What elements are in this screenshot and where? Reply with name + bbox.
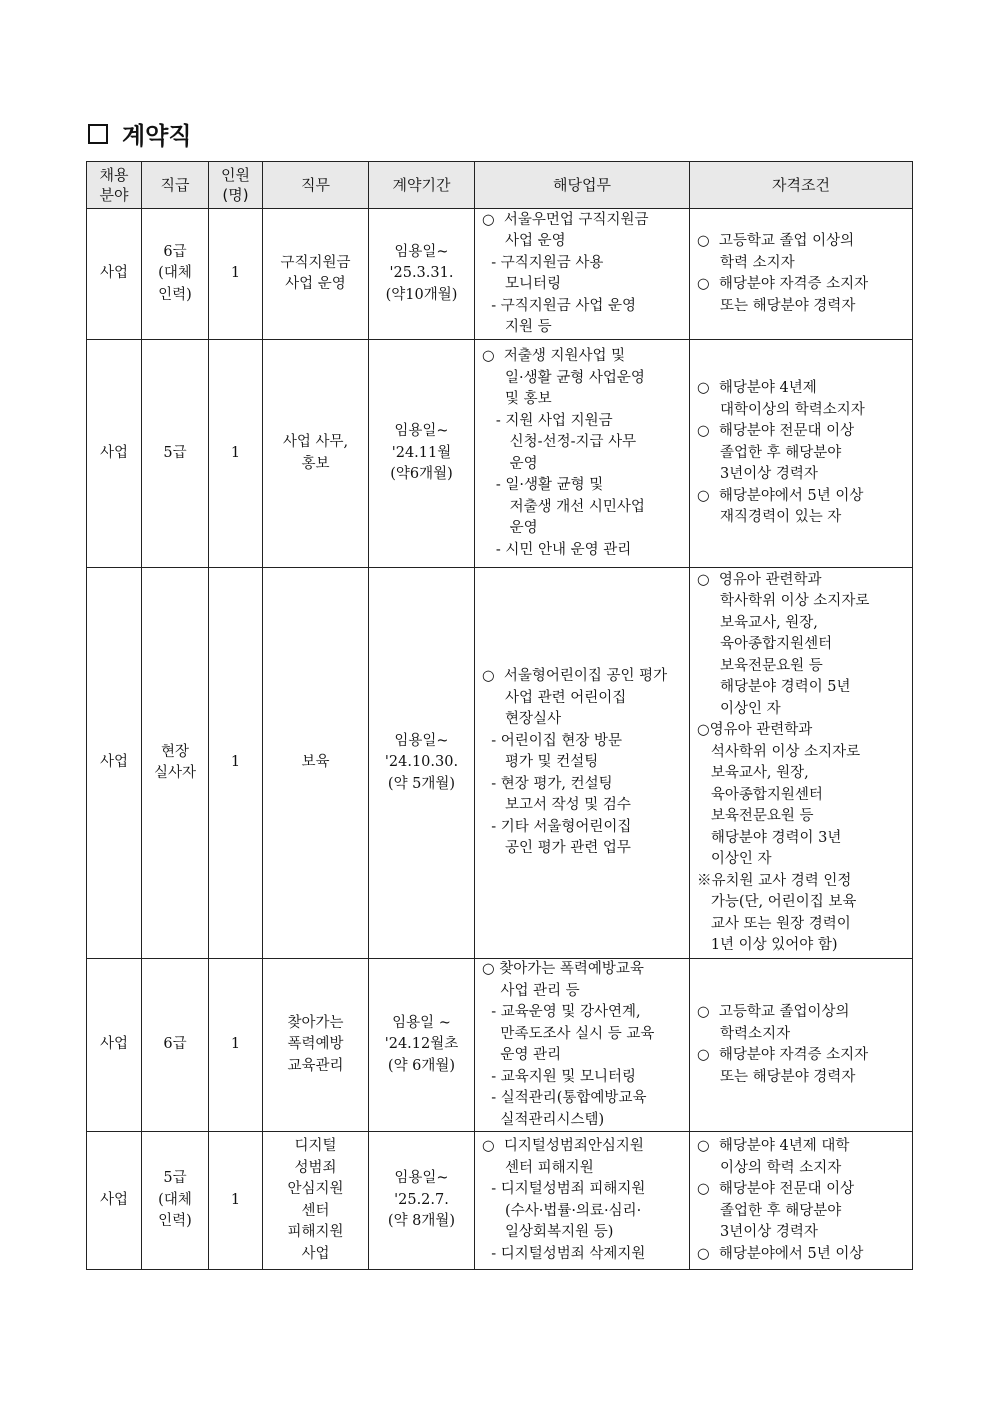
cell-field xyxy=(87,1132,142,1270)
cell-line: '24.10.30. xyxy=(384,754,459,771)
cell-line: 인원 xyxy=(221,166,250,184)
cell-qualifications xyxy=(690,340,913,568)
cell-line: 사업 사무, xyxy=(282,434,349,450)
cell-line: 1년 이상 있어야 함) xyxy=(697,937,838,953)
cell-line: 보고서 작성 및 검수 xyxy=(482,797,631,814)
cell-line: 임용일 ~ xyxy=(392,1014,451,1031)
cell-line: 사업 xyxy=(301,1245,330,1262)
cell-line: 지원 등 xyxy=(482,319,552,335)
cell-duties xyxy=(475,568,690,959)
cell-line: 이상인 자 xyxy=(697,700,781,717)
cell-line: 또는 해당분야 경력자 xyxy=(697,297,856,314)
cell-line: 6급 xyxy=(163,243,187,260)
cell-line: - 구직지원금 사용 xyxy=(482,254,604,271)
cell-count xyxy=(209,209,263,340)
cell-line: ○ 서울형어린이집 공인 평가 xyxy=(482,668,668,685)
cell-line: 교육관리 xyxy=(287,1057,344,1074)
cell-line: (약 8개월) xyxy=(387,1213,456,1230)
header-field xyxy=(87,162,142,209)
cell-period xyxy=(369,1132,475,1270)
cell-grade xyxy=(142,1132,209,1270)
cell-duties xyxy=(475,959,690,1132)
cell-line: 임용일~ xyxy=(394,732,449,749)
contract-positions-table xyxy=(86,161,913,1270)
table-row xyxy=(87,1132,913,1270)
cell-line: 임용일~ xyxy=(394,423,449,440)
cell-period xyxy=(369,340,475,568)
cell-line: (수사·법률·의료·심리· xyxy=(482,1202,642,1219)
cell-qualifications xyxy=(690,959,913,1132)
cell-job xyxy=(263,209,369,340)
cell-line: 보육 xyxy=(301,754,330,771)
cell-line: 사업 xyxy=(99,1191,128,1208)
cell-line: 운영 관리 xyxy=(482,1047,562,1063)
section-title: 계약직 xyxy=(122,122,192,150)
cell-line: ○영유아 관련학과 xyxy=(697,722,813,738)
cell-line: ○ 디지털성범죄안심지원 xyxy=(482,1138,644,1154)
cell-line: (대체 xyxy=(158,1191,192,1208)
cell-job xyxy=(263,340,369,568)
cell-line: 채용 xyxy=(99,166,129,184)
cell-line: 1 xyxy=(230,265,241,282)
cell-period xyxy=(369,959,475,1132)
cell-line: 인력) xyxy=(158,286,192,303)
cell-line: 사업 xyxy=(99,1036,128,1053)
cell-line: 육아종합지원센터 xyxy=(697,786,823,803)
cell-line: 보육교사, 원장, xyxy=(697,614,818,631)
cell-line: (약6개월) xyxy=(390,466,453,483)
cell-line: 현장 xyxy=(160,743,189,760)
header-count xyxy=(209,162,263,209)
cell-line: 1 xyxy=(230,1191,241,1208)
cell-line: 분야 xyxy=(99,186,129,204)
cell-line: (대체 xyxy=(158,265,192,282)
cell-line: ○ 찾아가는 폭력예방교육 xyxy=(482,961,644,977)
table-header-row xyxy=(87,162,913,209)
cell-line: 이상의 학력 소지자 xyxy=(697,1159,842,1176)
cell-line: 1 xyxy=(230,754,241,771)
cell-line: 3년이상 경력자 xyxy=(697,1224,818,1240)
cell-line: 해당분야 경력이 5년 xyxy=(697,679,851,695)
cell-grade xyxy=(142,568,209,959)
checkbox-square-icon xyxy=(88,124,108,144)
cell-line: 인력) xyxy=(158,1213,192,1230)
cell-line: 평가 및 컨설팅 xyxy=(482,754,599,771)
cell-line: - 실적관리(통합예방교육 xyxy=(482,1090,647,1106)
cell-line: 학사학위 이상 소지자로 xyxy=(697,593,870,609)
cell-line: 현장실사 xyxy=(482,711,562,728)
cell-line: 6급 xyxy=(163,1036,187,1053)
cell-count xyxy=(209,1132,263,1270)
cell-line: 사업 xyxy=(99,444,128,461)
cell-line: 보육전문요원 등 xyxy=(697,657,823,674)
cell-line: ○ 고등학교 졸업 이상의 xyxy=(697,233,855,249)
cell-line: 디지털 xyxy=(294,1138,337,1154)
cell-line: 자격조건 xyxy=(772,176,830,194)
cell-line: ※유치원 교사 경력 인정 xyxy=(697,872,852,889)
cell-line: '24.11월 xyxy=(391,444,452,461)
cell-line: 실적관리시스템) xyxy=(482,1111,605,1128)
cell-line: 피해지원 xyxy=(287,1224,344,1240)
cell-line: 모니터링 xyxy=(482,276,562,292)
cell-line: - 지원 사업 지원금 xyxy=(482,412,613,429)
cell-line: 임용일~ xyxy=(394,1170,449,1187)
cell-line: ○ 해당분야 자격증 소지자 xyxy=(697,1047,869,1063)
cell-line: 사업 관리 등 xyxy=(482,982,580,999)
cell-line: 및 홍보 xyxy=(482,391,552,407)
cell-line: 1 xyxy=(230,444,241,461)
cell-field xyxy=(87,568,142,959)
cell-line: 5급 xyxy=(163,1170,187,1187)
cell-line: ○ 해당분야 전문대 이상 xyxy=(697,423,855,440)
cell-qualifications xyxy=(690,209,913,340)
cell-line: - 일·생활 균형 및 xyxy=(482,477,604,493)
cell-line: ○ 해당분야 4년제 xyxy=(697,380,817,397)
table-row xyxy=(87,340,913,568)
cell-line: ○ 해당분야에서 5년 이상 xyxy=(697,487,864,504)
table-row xyxy=(87,959,913,1132)
cell-line: 또는 해당분야 경력자 xyxy=(697,1068,856,1085)
cell-line: - 시민 안내 운영 관리 xyxy=(482,541,632,558)
cell-line: 홍보 xyxy=(301,455,330,472)
cell-qualifications xyxy=(690,1132,913,1270)
cell-line: 구직지원금 xyxy=(280,254,351,271)
cell-line: (약10개월) xyxy=(385,286,458,303)
cell-line: (약 5개월) xyxy=(387,775,456,792)
cell-line: 졸업한 후 해당분야 xyxy=(697,444,842,461)
cell-duties xyxy=(475,340,690,568)
cell-line: ○ 해당분야 전문대 이상 xyxy=(697,1181,855,1197)
cell-line: - 디지털성범죄 삭제지원 xyxy=(482,1245,646,1262)
cell-duties xyxy=(475,1132,690,1270)
cell-line: 육아종합지원센터 xyxy=(697,636,833,652)
table-row xyxy=(87,568,913,959)
cell-grade xyxy=(142,959,209,1132)
cell-line: 직급 xyxy=(160,176,190,194)
cell-field xyxy=(87,209,142,340)
cell-line: ○ 서울우먼업 구직지원금 xyxy=(482,211,649,228)
cell-line: 센터 피해지원 xyxy=(482,1159,594,1176)
header-period xyxy=(369,162,475,209)
cell-count xyxy=(209,959,263,1132)
cell-duties xyxy=(475,209,690,340)
cell-line: 임용일~ xyxy=(394,243,449,260)
cell-count xyxy=(209,568,263,959)
cell-line: 사업 xyxy=(99,265,128,282)
cell-line: 보육교사, 원장, xyxy=(697,765,809,781)
cell-line: 폭력예방 xyxy=(287,1036,344,1053)
cell-line: 교사 또는 원장 경력이 xyxy=(697,915,851,932)
cell-line: 학력 소지자 xyxy=(697,254,795,271)
cell-line: - 구직지원금 사업 운영 xyxy=(482,297,637,314)
cell-line: (명) xyxy=(222,186,249,204)
header-grade xyxy=(142,162,209,209)
cell-line: 이상인 자 xyxy=(697,851,772,867)
header-duties xyxy=(475,162,690,209)
cell-period xyxy=(369,568,475,959)
cell-qualifications xyxy=(690,568,913,959)
cell-line: 만족도조사 실시 등 교육 xyxy=(482,1025,655,1042)
cell-count xyxy=(209,340,263,568)
cell-line: 성범죄 xyxy=(294,1159,337,1176)
cell-line: - 교육지원 및 모니터링 xyxy=(482,1068,637,1085)
cell-line: 일상회복지원 등) xyxy=(482,1224,614,1240)
cell-line: 사업 운영 xyxy=(285,276,346,292)
cell-line: 신청-선정-지급 사무 xyxy=(482,434,637,450)
cell-line: 해당업무 xyxy=(553,176,611,194)
table-row xyxy=(87,209,913,340)
cell-line: 사업 관련 어린이집 xyxy=(482,689,627,706)
cell-line: 공인 평가 관련 업무 xyxy=(482,840,631,857)
cell-line: 학력소지자 xyxy=(697,1025,791,1042)
cell-job xyxy=(263,1132,369,1270)
cell-line: 5급 xyxy=(163,444,187,461)
cell-line: (약 6개월) xyxy=(387,1057,456,1074)
cell-line: 찾아가는 xyxy=(287,1014,344,1031)
cell-line: - 기타 서울형어린이집 xyxy=(482,818,632,835)
section-heading xyxy=(88,116,192,151)
cell-field xyxy=(87,959,142,1132)
cell-period xyxy=(369,209,475,340)
cell-field xyxy=(87,340,142,568)
cell-grade xyxy=(142,340,209,568)
cell-line: '24.12월초 xyxy=(384,1036,459,1053)
cell-line: ○ 저출생 지원사업 및 xyxy=(482,348,626,364)
cell-line: 사업 xyxy=(99,754,128,771)
cell-line: ○ 해당분야에서 5년 이상 xyxy=(697,1245,864,1262)
cell-line: 석사학위 이상 소지자로 xyxy=(697,743,861,760)
cell-line: 저출생 개선 시민사업 xyxy=(482,498,645,515)
cell-line: 보육전문요원 등 xyxy=(697,808,814,824)
cell-line: ○ 고등학교 졸업이상의 xyxy=(697,1004,850,1020)
cell-line: 1 xyxy=(230,1036,241,1053)
cell-line: 실사자 xyxy=(153,765,197,781)
cell-line: - 교육운영 및 강사연계, xyxy=(482,1004,641,1020)
cell-job xyxy=(263,568,369,959)
cell-line: 가능(단, 어린이집 보육 xyxy=(697,894,857,910)
cell-line: - 현장 평가, 컨설팅 xyxy=(482,775,613,792)
header-qualifications xyxy=(690,162,913,209)
cell-line: - 디지털성범죄 피해지원 xyxy=(482,1181,646,1197)
header-job xyxy=(263,162,369,209)
cell-line: '25.3.31. xyxy=(389,265,454,282)
cell-line: 3년이상 경력자 xyxy=(697,466,818,483)
cell-line: 센터 xyxy=(301,1202,330,1219)
cell-line: 재직경력이 있는 자 xyxy=(697,509,842,526)
cell-line: - 어린이집 현장 방문 xyxy=(482,732,623,749)
cell-line: '25.2.7. xyxy=(394,1191,449,1208)
cell-line: 운영 xyxy=(482,455,538,472)
cell-line: 운영 xyxy=(482,520,538,536)
cell-line: 안심지원 xyxy=(287,1181,344,1197)
cell-line: 사업 운영 xyxy=(482,233,566,249)
cell-grade xyxy=(142,209,209,340)
cell-line: ○ 해당분야 4년제 대학 xyxy=(697,1138,850,1154)
cell-line: 직무 xyxy=(301,176,330,194)
cell-job xyxy=(263,959,369,1132)
cell-line: 대학이상의 학력소지자 xyxy=(697,401,865,418)
cell-line: 계약기간 xyxy=(392,176,451,194)
cell-line: 일·생활 균형 사업운영 xyxy=(482,369,645,386)
cell-line: ○ 영유아 관련학과 xyxy=(697,571,822,588)
cell-line: ○ 해당분야 자격증 소지자 xyxy=(697,276,869,292)
cell-line: 졸업한 후 해당분야 xyxy=(697,1202,842,1219)
cell-line: 해당분야 경력이 3년 xyxy=(697,829,842,846)
